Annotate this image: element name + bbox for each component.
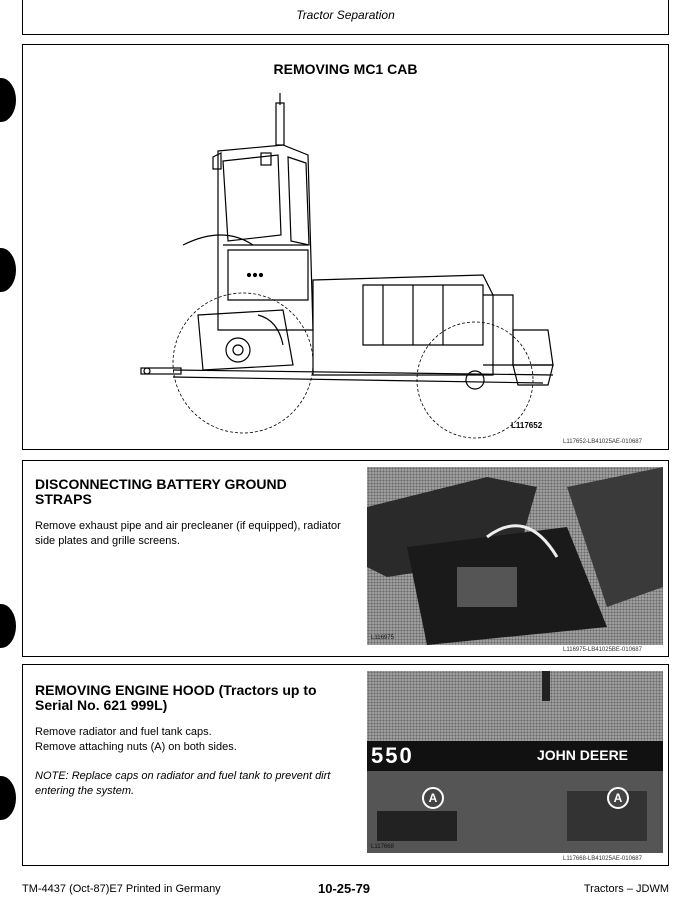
photo-label: L117668 <box>371 844 394 850</box>
section-body-line-2: Remove attaching nuts (A) on both sides. <box>35 741 237 753</box>
binding-hole <box>0 604 16 648</box>
section-body-line-1: Remove radiator and fuel tank caps. <box>35 726 212 738</box>
photo-label: L116975 <box>371 635 394 641</box>
section-body: Remove exhaust pipe and air precleaner (if equipped), radiator side plates and grille screens. <box>35 520 341 547</box>
binding-hole <box>0 248 16 292</box>
figure-title: REMOVING MC1 CAB <box>273 61 418 77</box>
footer-left: TM-4437 (Oct-87)E7 Printed in Germany <box>22 883 221 895</box>
battery-photo <box>367 467 663 645</box>
model-number: 550 <box>371 743 414 768</box>
section-note <box>35 769 335 799</box>
section-battery-panel <box>22 460 669 657</box>
brand-text: JOHN DEERE <box>537 747 629 763</box>
figure-code: L117652-LB41025AE-010687 <box>563 439 642 445</box>
figure-label: L117652 <box>511 421 543 430</box>
page-title: Tractor Separation <box>296 8 395 22</box>
note-text: Replace caps on radiator and fuel tank to prevent dirt entering the system. <box>35 770 331 797</box>
callout-a-right: A <box>607 787 629 809</box>
photo-code: L116975-LB41025BE-010687 <box>563 647 642 653</box>
callout-a-left: A <box>422 787 444 809</box>
footer-page-number: 10-25-79 <box>318 881 371 896</box>
binding-hole <box>0 78 16 122</box>
section-title: REMOVING ENGINE HOOD (Tractors up to Serial No. 621 999L) <box>35 682 317 713</box>
binding-hole <box>0 776 16 820</box>
tractor-cab-illustration <box>23 45 668 449</box>
photo-code: L117668-LB41025AE-010687 <box>563 856 642 862</box>
figure-panel-cab <box>22 44 669 450</box>
note-label: NOTE: <box>35 770 69 782</box>
page-header <box>22 0 669 35</box>
engine-hood-photo <box>367 671 663 853</box>
section-hood-panel <box>22 664 669 866</box>
section-title: DISCONNECTING BATTERY GROUND STRAPS <box>35 476 287 507</box>
footer-right: Tractors – JDWM <box>583 883 669 895</box>
